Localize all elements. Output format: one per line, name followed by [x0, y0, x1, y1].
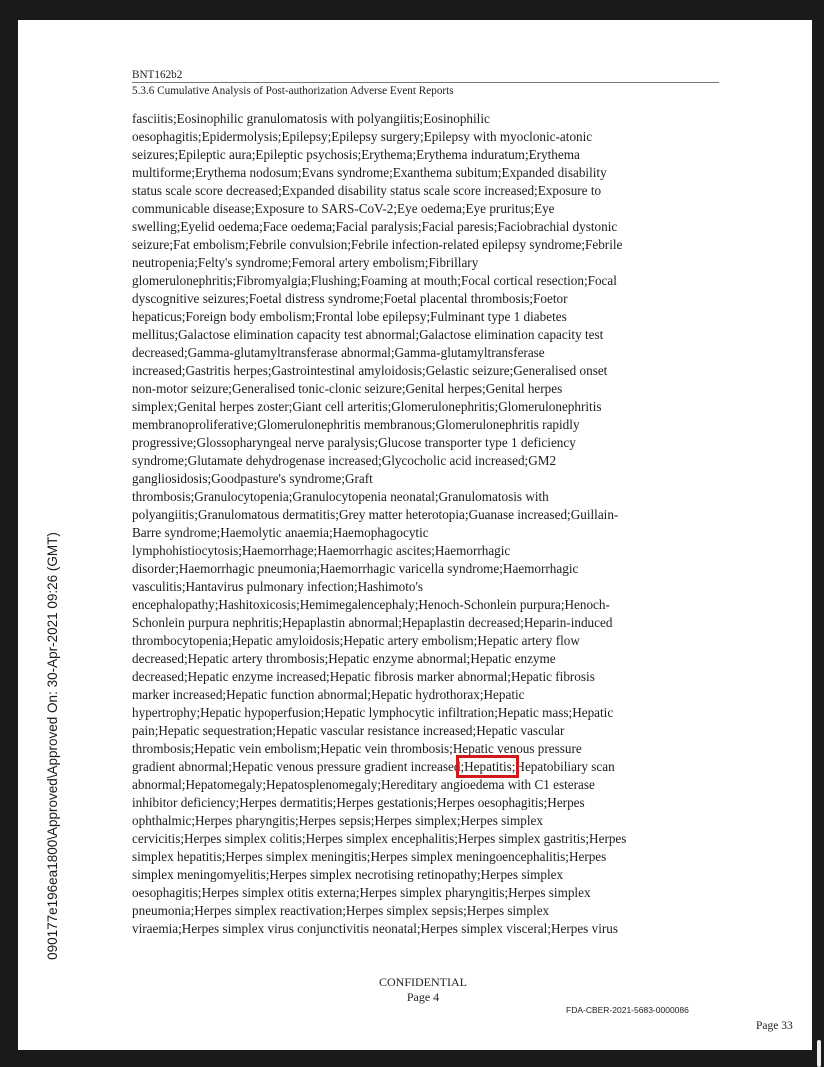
inner-page-number: Page 4	[406, 990, 440, 1004]
text-line: oesophagitis;Herpes simplex otitis externa;Herpes simplex pharyngitis;Herpes simplex	[132, 885, 591, 900]
scroll-indicator[interactable]	[817, 1040, 821, 1067]
text-line: decreased;Gamma-glutamyltransferase abnormal;Gamma-glutamyltransferase	[132, 345, 545, 360]
text-line: encephalopathy;Hashitoxicosis;Hemimegalencephaly;Henoch-Schonlein purpura;Henoch-	[132, 597, 610, 612]
text-line: decreased;Hepatic artery thrombosis;Hepatic enzyme abnormal;Hepatic enzyme	[132, 651, 556, 666]
outer-page-number: Page 33	[756, 1020, 793, 1032]
text-line: seizures;Epileptic aura;Epileptic psychosis;Erythema;Erythema induratum;Erythema	[132, 147, 580, 162]
text-line: lymphohistiocytosis;Haemorrhage;Haemorrhagic ascites;Haemorrhagic	[132, 543, 511, 558]
top-bar	[0, 0, 824, 20]
text-line: viraemia;Herpes simplex virus conjunctivitis neonatal;Herpes simplex visceral;Herpes virus	[132, 921, 618, 936]
document-page	[18, 20, 812, 1050]
page-header	[132, 68, 719, 98]
doc-code: FDA-CBER-2021-5683-0000086	[566, 1005, 689, 1015]
text-line: mellitus;Galactose elimination capacity test abnormal;Galactose elimination capacity test	[132, 327, 604, 342]
text-line: polyangiitis;Granulomatous dermatitis;Grey matter heterotopia;Guanase increased;Guillain-	[132, 507, 619, 522]
text-line: pneumonia;Herpes simplex reactivation;Herpes simplex sepsis;Herpes simplex	[132, 903, 550, 918]
text-line-highlighted	[132, 758, 722, 776]
text-line: multiforme;Erythema nodosum;Evans syndrome;Exanthema subitum;Expanded disability	[132, 165, 607, 180]
header-rule	[132, 82, 719, 83]
text-line: glomerulonephritis;Fibromyalgia;Flushing;Foaming at mouth;Focal cortical resection;Focal	[132, 273, 617, 288]
text-line: inhibitor deficiency;Herpes dermatitis;Herpes gestationis;Herpes oesophagitis;Herpes	[132, 795, 585, 810]
text-line: hypertrophy;Hepatic hypoperfusion;Hepatic lymphocytic infiltration;Hepatic mass;Hepatic	[132, 705, 614, 720]
text-line: gangliosidosis;Goodpasture's syndrome;Graft	[132, 471, 373, 486]
header-section: 5.3.6 Cumulative Analysis of Post-authorization Adverse Event Reports	[132, 85, 454, 97]
text-line: ophthalmic;Herpes pharyngitis;Herpes sepsis;Herpes simplex;Herpes simplex	[132, 813, 543, 828]
text-line: simplex hepatitis;Herpes simplex meningitis;Herpes simplex meningoencephalitis;Herpes	[132, 849, 607, 864]
text-line: status scale score decreased;Expanded disability status scale score increased;Exposure to	[132, 183, 602, 198]
text-line: communicable disease;Exposure to SARS-CoV-2;Eye oedema;Eye pruritus;Eye	[132, 201, 555, 216]
text-line: vasculitis;Hantavirus pulmonary infection;Hashimoto's	[132, 579, 423, 594]
text-line: marker increased;Hepatic function abnormal;Hepatic hydrothorax;Hepatic	[132, 687, 525, 702]
text-line: decreased;Hepatic enzyme increased;Hepatic fibrosis marker abnormal;Hepatic fibrosis	[132, 669, 595, 684]
highlighted-term: ;Hepatitis;	[460, 759, 516, 774]
text-line: syndrome;Glutamate dehydrogenase increased;Glycocholic acid increased;GM2	[132, 453, 557, 468]
text-before-highlight: gradient abnormal;Hepatic venous pressure gradient increased	[132, 759, 461, 774]
text-line: cervicitis;Herpes simplex colitis;Herpes simplex encephalitis;Herpes simplex gastritis;Herpes	[132, 831, 627, 846]
confidential-label: CONFIDENTIAL	[379, 975, 467, 989]
text-line: simplex;Genital herpes zoster;Giant cell arteritis;Glomerulonephritis;Glomerulonephritis	[132, 399, 602, 414]
text-line: hepaticus;Foreign body embolism;Frontal lobe epilepsy;Fulminant type 1 diabetes	[132, 309, 567, 324]
text-line: seizure;Fat embolism;Febrile convulsion;Febrile infection-related epilepsy syndrome;Febrile	[132, 237, 623, 252]
body-text	[132, 110, 722, 938]
approval-stamp: 090177e196ea1800\Approved\Approved On: 30-Apr-2021 09:26 (GMT)	[45, 532, 60, 960]
page-footer	[318, 975, 528, 1005]
header-product: BNT162b2	[132, 69, 183, 81]
text-line: thrombocytopenia;Hepatic amyloidosis;Hepatic artery embolism;Hepatic artery flow	[132, 633, 580, 648]
text-line: Barre syndrome;Haemolytic anaemia;Haemophagocytic	[132, 525, 429, 540]
text-line: abnormal;Hepatomegaly;Hepatosplenomegaly;Hereditary angioedema with C1 esterase	[132, 777, 595, 792]
text-after-highlight: Hepatobiliary scan	[515, 759, 615, 774]
text-line: swelling;Eyelid oedema;Face oedema;Facial paralysis;Facial paresis;Faciobrachial dystonic	[132, 219, 618, 234]
text-line: non-motor seizure;Generalised tonic-clonic seizure;Genital herpes;Genital herpes	[132, 381, 563, 396]
text-line: pain;Hepatic sequestration;Hepatic vascular resistance increased;Hepatic vascular	[132, 723, 565, 738]
text-line: increased;Gastritis herpes;Gastrointestinal amyloidosis;Gelastic seizure;Generalised onset	[132, 363, 608, 378]
text-line: thrombosis;Granulocytopenia;Granulocytopenia neonatal;Granulomatosis with	[132, 489, 549, 504]
text-line: simplex meningomyelitis;Herpes simplex necrotising retinopathy;Herpes simplex	[132, 867, 564, 882]
text-line: Schonlein purpura nephritis;Hepaplastin abnormal;Hepaplastin decreased;Heparin-induced	[132, 615, 613, 630]
text-line: oesophagitis;Epidermolysis;Epilepsy;Epilepsy surgery;Epilepsy with myoclonic-atonic	[132, 129, 593, 144]
text-line: fasciitis;Eosinophilic granulomatosis with polyangiitis;Eosinophilic	[132, 111, 490, 126]
text-line: thrombosis;Hepatic vein embolism;Hepatic vein thrombosis;Hepatic venous pressure	[132, 741, 582, 756]
text-line: progressive;Glossopharyngeal nerve paralysis;Glucose transporter type 1 deficiency	[132, 435, 576, 450]
text-line: membranoproliferative;Glomerulonephritis membranous;Glomerulonephritis rapidly	[132, 417, 580, 432]
text-line: dyscognitive seizures;Foetal distress syndrome;Foetal placental thrombosis;Foetor	[132, 291, 568, 306]
text-line: neutropenia;Felty's syndrome;Femoral artery embolism;Fibrillary	[132, 255, 479, 270]
text-line: disorder;Haemorrhagic pneumonia;Haemorrhagic varicella syndrome;Haemorrhagic	[132, 561, 579, 576]
